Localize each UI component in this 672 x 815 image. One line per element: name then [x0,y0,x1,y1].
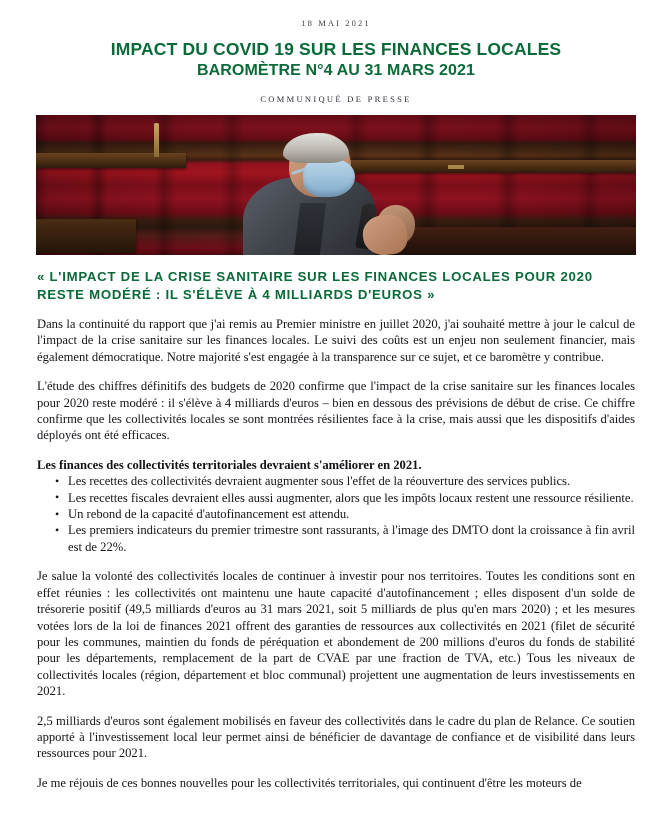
desk-name-plate [448,165,464,169]
paragraph-1: Dans la continuité du rapport que j'ai remis au Premier ministre en juillet 2020, j'ai souhaité mettre à jour le calcul de l'impact de la crise sanitaire sur les finances locales. Le suivi des coûts est un enjeu non seulement financier, mais également démocratique. Notre majorité s'est engagée à la transparence sur ce sujet, et ce baromètre y contribue. [37,317,635,364]
bullet-list [37,473,635,555]
publication-date: 18 MAI 2021 [301,18,371,28]
speaker-figure [241,137,431,255]
list-item: • Les recettes fiscales devraient elles aussi augmenter, alors que les impôts locaux restent une ressource résiliente. [68,490,635,506]
desk-rail-upper-left [36,153,186,168]
pull-quote: « L'IMPACT DE LA CRISE SANITAIRE SUR LES FINANCES LOCALES POUR 2020 RESTE MODÉRÉ : IL S'ÉLÈVE À 4 MILLIARDS D'EUROS » [37,269,593,302]
hero-photo [36,115,636,255]
speaker-hair [283,133,349,163]
title-line-primary: IMPACT DU COVID 19 SUR LES FINANCES LOCALES [110,39,562,59]
list-item: • Un rebond de la capacité d'autofinancement est attendu. [68,506,635,522]
paragraph-3: Je salue la volonté des collectivités locales de continuer à investir pour nos territoires. Toutes les conditions sont en effet réunies : les collectivités ont maintenu une haute capacité d'autofinancement ; elles disposent d'un solde de trésorerie positif (49,5 milliards d'euros au 31 mars 2021, soit 5 milliards de plus qu'en mars 2020) ; et les mesures votées lors de la loi de finances 2021 offrent des garanties de ressources aux collectivités en 2021 (filet de sécurité pour les communes, maintien du fonds de péréquation et abondement de 200 millions d'euros du fonds de stabilité pour les départements, remplacement de la part de CVAE par une fraction de TVA, etc.) Tous les niveaux de collectivités locales (région, département et bloc communal) projettent une augmentation de leurs investissements en 2021. [37,569,635,699]
desk-rail-lower-left [36,219,136,253]
title-line-secondary: BAROMÈTRE N°4 AU 31 MARS 2021 [196,62,476,79]
page-title [0,39,672,81]
list-item: • Les recettes des collectivités devraient augmenter sous l'effet de la réouverture des services publics. [68,473,635,489]
paragraph-5: Je me réjouis de ces bonnes nouvelles pour les collectivités territoriales, qui continuent d'être les moteurs de [37,775,582,790]
paragraph-4: 2,5 milliards d'euros sont également mobilisés en faveur des collectivités dans le cadre du plan de Relance. Ce soutien apporté à l'investissement local leur permet ainsi de bénéficier de davantage de confiance et de visibilité dans leurs ressources pour 2021. [37,713,635,761]
document-type-label: COMMUNIQUÉ DE PRESSE [260,94,412,104]
brass-post [154,123,159,157]
surgical-mask-icon [303,159,355,197]
list-item: • Les premiers indicateurs du premier trimestre sont rassurants, à l'image des DMTO dont la croissance à fin avril est de 22%. [68,522,635,555]
article-body [37,268,635,791]
paragraph-2: L'étude des chiffres définitifs des budgets de 2020 confirme que l'impact de la crise sanitaire sur les finances locales pour 2020 reste modéré : il s'élève à 4 milliards d'euros – bien en dessous des prévisions de début de crise. Ce chiffre confirme que les collectivités locales se sont montrées résilientes face à la crise, mais aussi que les dispositifs d'aides déployés ont été efficaces. [37,379,635,443]
section-subheading: Les finances des collectivités territoriales devraient s'améliorer en 2021. [37,457,422,472]
